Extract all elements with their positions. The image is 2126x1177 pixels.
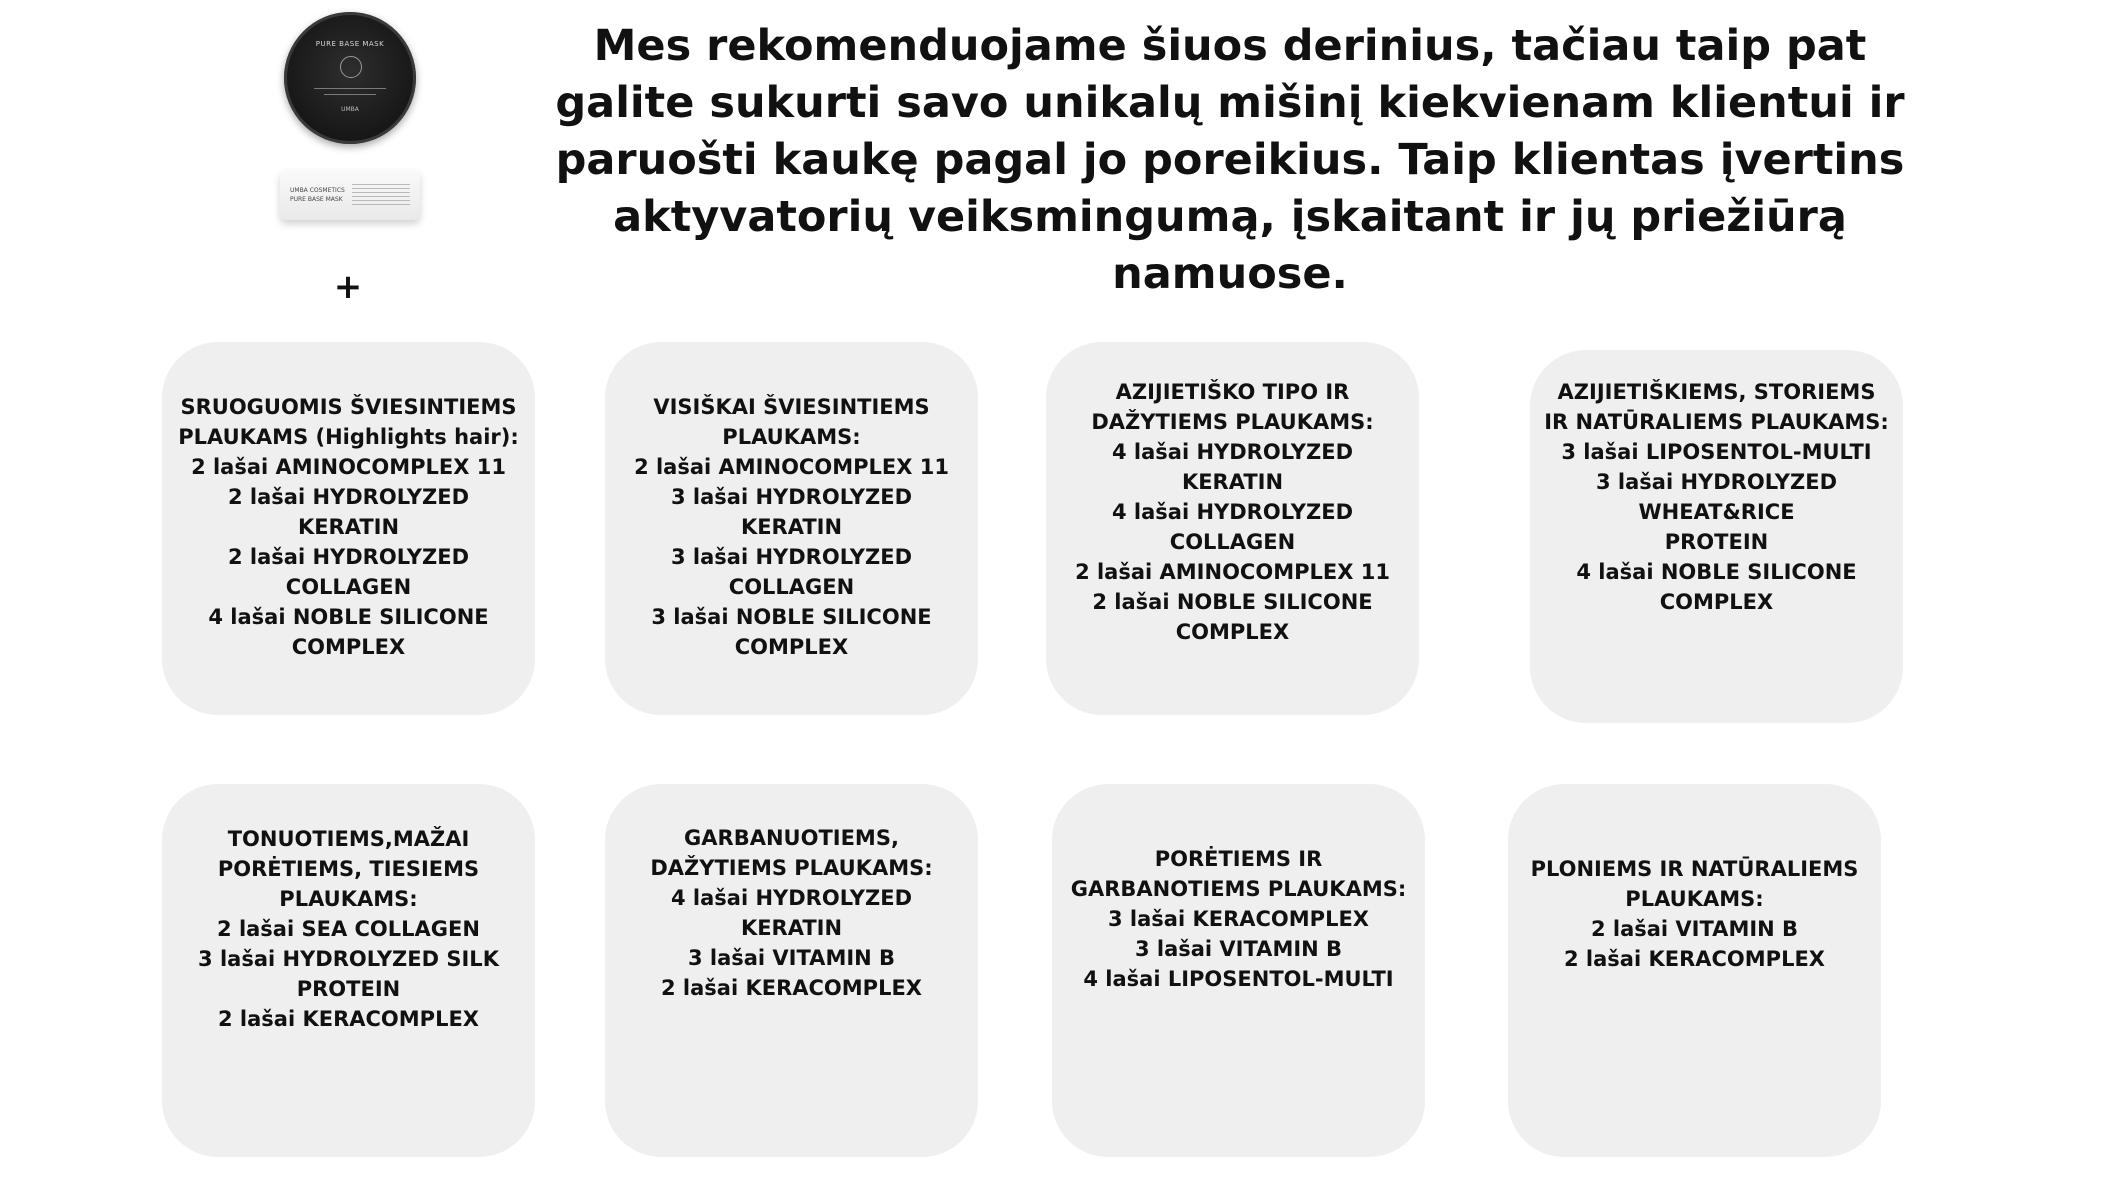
recipe-text: AZIJIETIŠKIEMS, STORIEMS IR NATŪRALIEMS PLAUKAMS: 3 lašai LIPOSENTOL-MULTI 3 lašai HYDROLYZED WHEAT&RICE PROTEIN 4 lašai NOBLE SILICONE COMPLEX — [1544, 380, 1889, 614]
headline: Mes rekomenduojame šiuos derinius, tačiau taip pat galite sukurti savo unikalų mišinį kiekvienam klientui ir paruošti kaukę pagal jo poreikius. Taip klientas įvertins aktyvatorių veiksmingumą, įskaitant ir jų priežiūrą namuose. — [555, 21, 1905, 299]
recipe-card-asian-thick-natural — [1530, 350, 1903, 723]
lid-line — [324, 94, 376, 95]
recipe-card-porous-curly — [1052, 784, 1425, 1157]
recipe-text: GARBANUOTIEMS, DAŽYTIEMS PLAUKAMS: 4 lašai HYDROLYZED KERATIN 3 lašai VITAMIN B 2 lašai KERACOMPLEX — [650, 826, 933, 1000]
recipe-text: TONUOTIEMS,MAŽAI PORĖTIEMS, TIESIEMS PLAUKAMS: 2 lašai SEA COLLAGEN 3 lašai HYDROLYZED SILK PROTEIN 2 lašai KERACOMPLEX — [198, 827, 499, 1031]
recipe-card-thin-natural — [1508, 784, 1881, 1157]
jar-label-fineprint — [352, 184, 410, 206]
recipe-card-toned — [162, 784, 535, 1157]
jar-body — [280, 170, 420, 220]
lid-product-name: PURE BASE MASK — [315, 40, 385, 48]
recipe-text: PLONIEMS IR NATŪRALIEMS PLAUKAMS: 2 lašai VITAMIN B 2 lašai KERACOMPLEX — [1530, 857, 1859, 971]
lid-brand: UMBA — [341, 106, 359, 113]
recipe-card-highlights — [162, 342, 535, 715]
recipe-text: VISIŠKAI ŠVIESINTIEMS PLAUKAMS: 2 lašai AMINOCOMPLEX 11 3 lašai HYDROLYZED KERATIN 3 lašai HYDROLYZED COLLAGEN 3 lašai NOBLE SILICONE COMPLEX — [634, 395, 949, 659]
lid-line — [314, 88, 386, 89]
recipe-text: AZIJIETIŠKO TIPO IR DAŽYTIEMS PLAUKAMS: 4 lašai HYDROLYZED KERATIN 4 lašai HYDROLYZED COLLAGEN 2 lašai AMINOCOMPLEX 11 2 lašai NOBLE SILICONE COMPLEX — [1075, 380, 1390, 644]
jar-lid — [284, 12, 416, 144]
recipe-card-curly-dyed — [605, 784, 978, 1157]
product-image — [276, 8, 426, 228]
jar-label: UMBA COSMETICS PURE BASE MASK — [290, 187, 345, 203]
recipe-text: PORĖTIEMS IR GARBANOTIEMS PLAUKAMS: 3 lašai KERACOMPLEX 3 lašai VITAMIN B 4 lašai LIPOSENTOL-MULTI — [1070, 847, 1407, 991]
recipe-text: SRUOGUOMIS ŠVIESINTIEMS PLAUKAMS (Highlights hair): 2 lašai AMINOCOMPLEX 11 2 lašai HYDROLYZED KERATIN 2 lašai HYDROLYZED COLLAGEN 4 lašai NOBLE SILICONE COMPLEX — [178, 395, 519, 659]
plus-icon: + — [333, 267, 363, 307]
recipe-card-fully-bleached — [605, 342, 978, 715]
lid-ring — [340, 56, 362, 78]
recipe-card-asian-dyed — [1046, 342, 1419, 715]
